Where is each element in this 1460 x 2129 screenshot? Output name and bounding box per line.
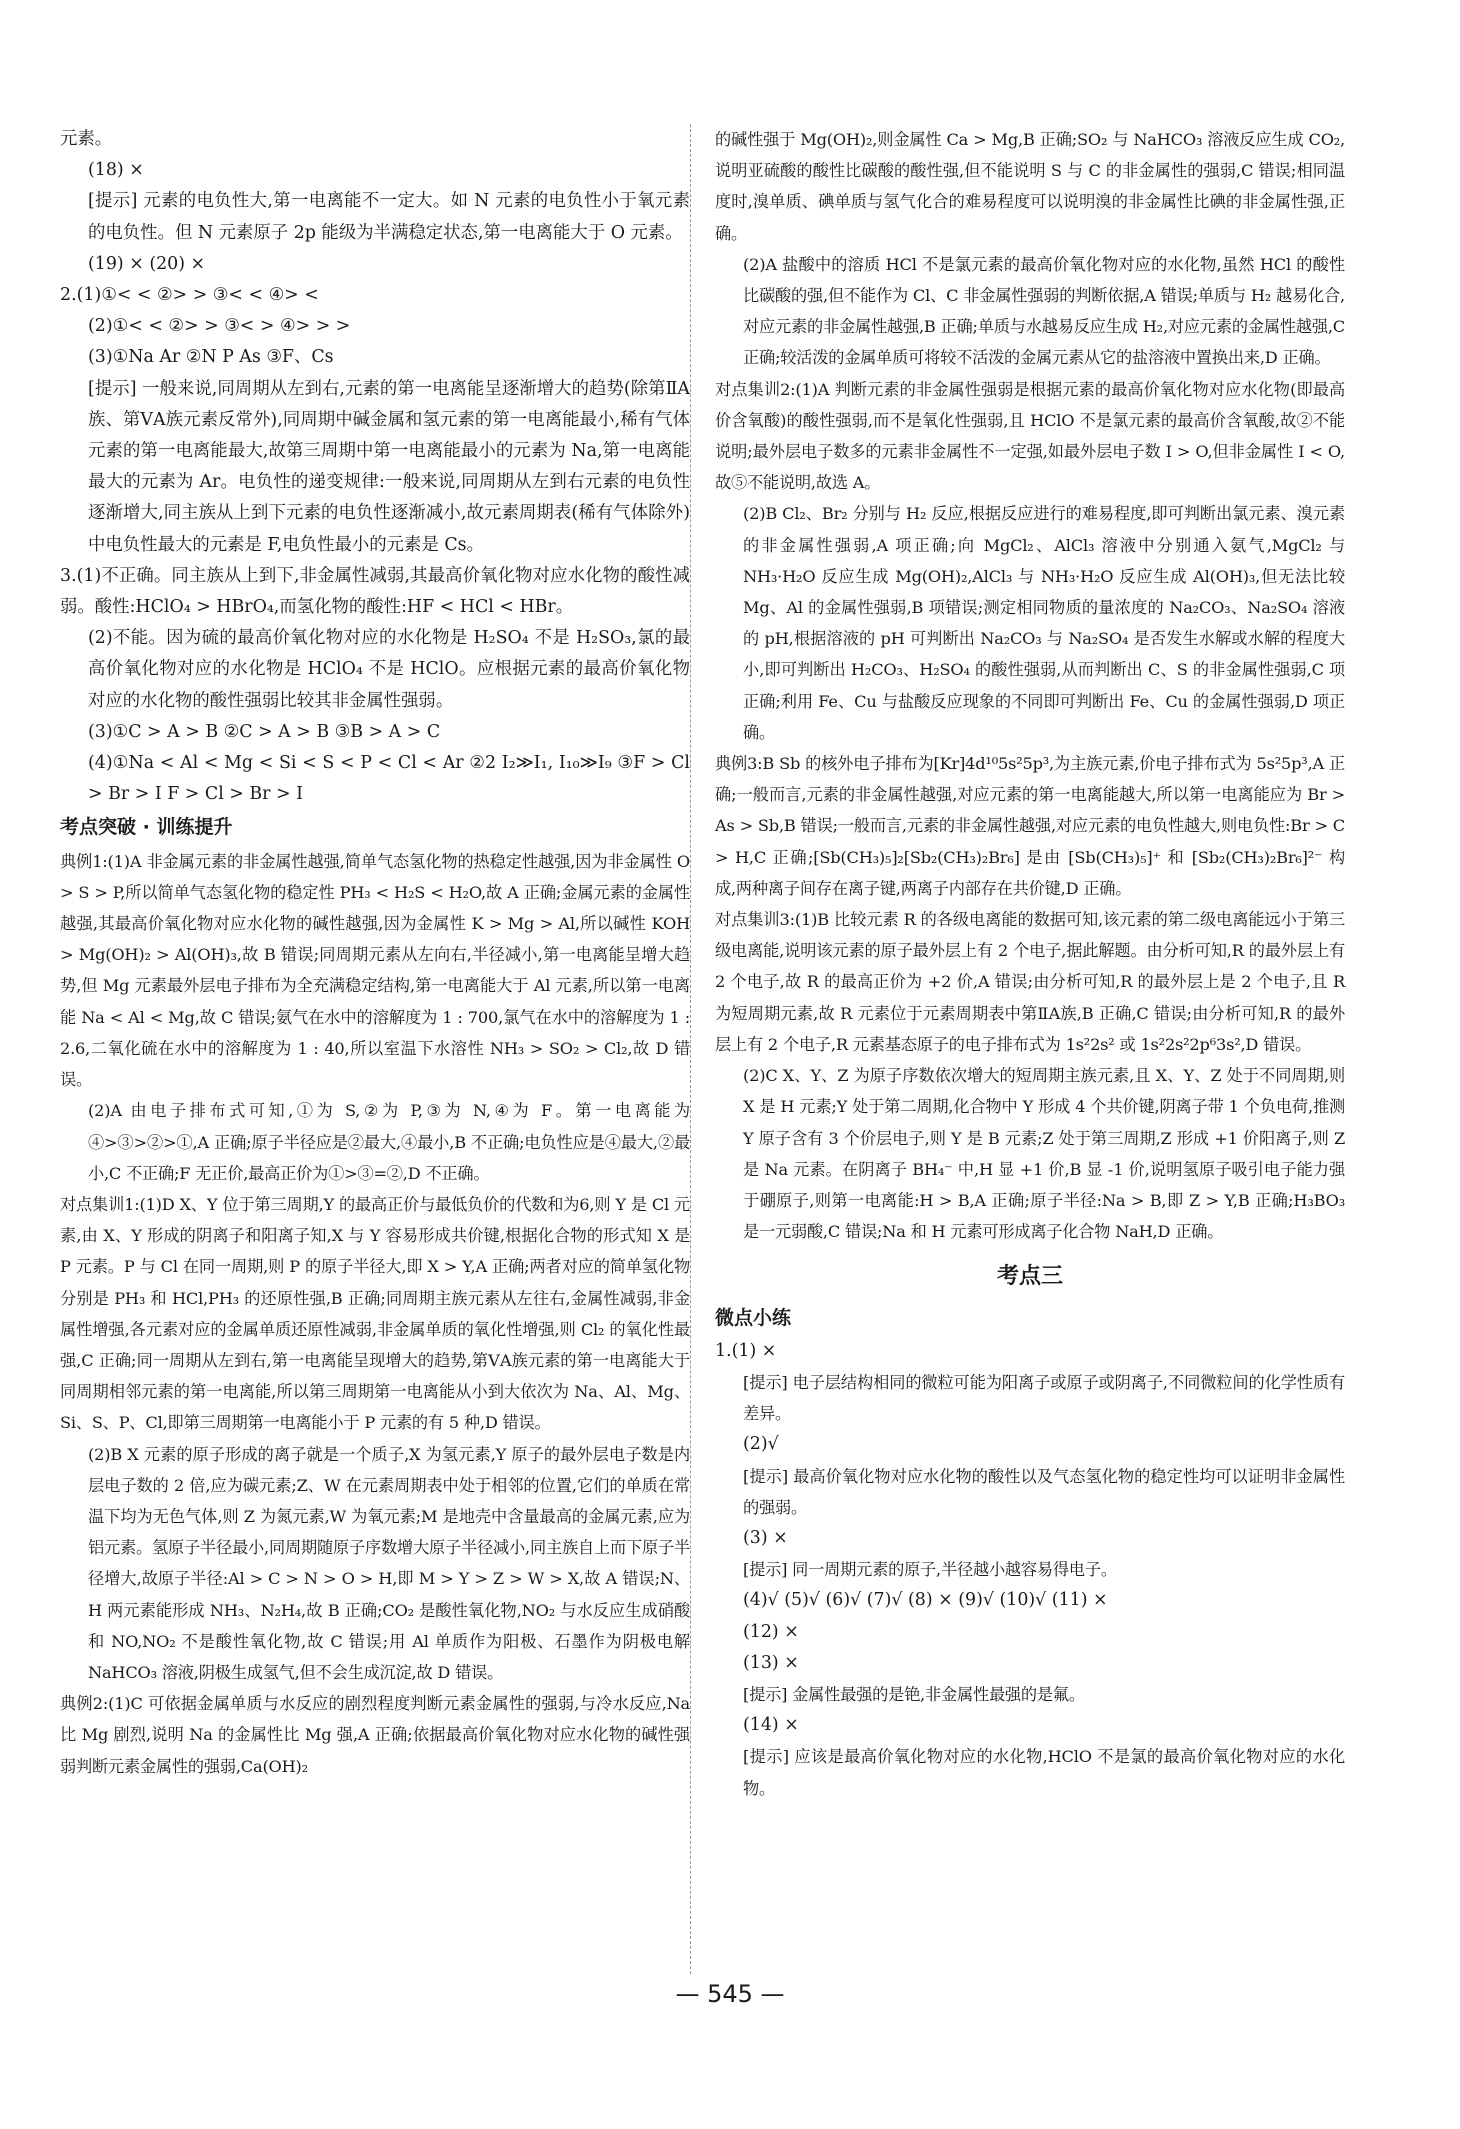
right-paragraph: (4)√ (5)√ (6)√ (7)√ (8) × (9)√ (10)√ (11) × [743, 1590, 1108, 1611]
right-paragraph: [提示] 电子层结构相同的微粒可能为阳离子或原子或阴离子,不同微粒间的化学性质有差异。 [743, 1372, 1345, 1424]
left-paragraph: (2)B X 元素的原子形成的离子就是一个质子,X 为氢元素,Y 原子的最外层电子数是内层电子数的 2 倍,应为碳元素;Z、W 在元素周期表中处于相邻的位置,它们的单质在常温下均为无色气体,则 Z 为氮元素,W 为氧元素;M 是地壳中含量最高的金属元素,应为铝元素。氢原子半径最小,同周期随原子序数增大原子半径减小,同主族自上而下原子半径增大,故原子半径:Al > C > N > O > H,即 M > Y > Z > W > X,故 A 错误;N、H 两元素能形成 NH₃、N₂H₄,故 B 正确;CO₂ 是酸性氧化物,NO₂ 与水反应生成硝酸和 NO,NO₂ 不是酸性氧化物,故 C 错误;用 Al 单质作为阳极、石墨作为阴极电解 NaHCO₃ 溶液,阴极生成氢气,但不会生成沉淀,故 D 错误。 [88, 1444, 690, 1682]
right-paragraph: 对点集训3:(1)B 比较元素 R 的各级电离能的数据可知,该元素的第二级电离能远小于第三级电离能,说明该元素的原子最外层上有 2 个电子,据此解题。由分析可知,R 的最外层上有 2 个电子,故 R 的最高正价为 +2 价,A 错误;由分析可知,R 的最外层上是 2 个电子,且 R 为短周期元素,故 R 元素位于元素周期表中第ⅡA族,B 正确,C 错误;由分析可知,R 的最外层上有 2 个电子,R 元素基态原子的电子排布式为 1s²2s² 或 1s²2s²2p⁶3s²,D 错误。 [715, 910, 1345, 1054]
left-paragraph: 3.(1)不正确。同主族从上到下,非金属性减弱,其最高价氧化物对应水化物的酸性减弱。酸性:HClO₄ > HBrO₄,而氢化物的酸性:HF < HCl < HBr。 [60, 565, 690, 618]
left-paragraph: 对点集训1:(1)D X、Y 位于第三周期,Y 的最高正价与最低负价的代数和为6,则 Y 是 Cl 元素,由 X、Y 形成的阴离子和阳离子知,X 与 Y 容易形成共价键,根据化合物的形式知 X 是 P 元素。P 与 Cl 在同一周期,则 P 的原子半径大,即 X > Y,A 正确;两者对应的简单氢化物分别是 PH₃ 和 HCl,PH₃ 的还原性强,B 正确;同周期主族元素从左往右,金属性减弱,非金属性增强,各元素对应的金属单质还原性减弱,非金属单质的氧化性增强,则 Cl₂ 的氧化性最强,C 正确;同一周期从左到右,第一电离能呈现增大的趋势,第ⅤA族元素的第一电离能大于同周期相邻元素的第一电离能,所以第三周期第一电离能从小到大依次为 Na、Al、Mg、Si、S、P、Cl,即第三周期第一电离能小于 P 元素的有 5 种,D 错误。 [60, 1194, 690, 1433]
left-paragraph: [提示] 元素的电负性大,第一电离能不一定大。如 N 元素的电负性小于氧元素的电负性。但 N 元素原子 2p 能级为半满稳定状态,第一电离能大于 O 元素。 [88, 191, 690, 243]
right-paragraph: 1.(1) × [715, 1340, 777, 1361]
left-paragraph: 典例1:(1)A 非金属元素的非金属性越强,简单气态氢化物的热稳定性越强,因为非金属性 O > S > P,所以简单气态氢化物的稳定性 PH₃ < H₂S < H₂O,故 A 正确;金属元素的金属性越强,其最高价氧化物对应水化物的碱性越强,因为金属性 K > Mg > Al,所以碱性 KOH > Mg(OH)₂ > Al(OH)₃,故 B 错误;同周期元素从左向右,半径减小,第一电离能呈增大趋势,但 Mg 元素最外层电子排布为全充满稳定结构,第一电离能大于 Al 元素,所以第一电离能 Na < Al < Mg,故 C 错误;氨气在水中的溶解度为 1 : 700,氯气在水中的溶解度为 1 : 2.6,二氧化硫在水中的溶解度为 1 : 40,所以室温下水溶性 NH₃ > SO₂ > Cl₂,故 D 错误。 [60, 851, 690, 1090]
right-paragraph: [提示] 同一周期元素的原子,半径越小越容易得电子。 [743, 1560, 1117, 1580]
left-paragraph: (3)①C > A > B ②C > A > B ③B > A > C [88, 721, 441, 742]
left-paragraph: 典例2:(1)C 可依据金属单质与水反应的剧烈程度判断元素金属性的强弱,与冷水反应,Na 比 Mg 剧烈,说明 Na 的金属性比 Mg 强,A 正确;依据最高价氧化物对应水化物的碱性强弱判断元素金属性的强弱,Ca(OH)₂ [60, 1694, 690, 1776]
right-paragraph: 典例3:B Sb 的核外电子排布为[Kr]4d¹⁰5s²5p³,为主族元素,价电子排布式为 5s²5p³,A 正确;一般而言,元素的非金属性越强,对应元素的第一电离能越大,所以第一电离能应为 Br > As > Sb,B 错误;一般而言,元素的非金属性越强,对应元素的电负性越大,则电负性:Br > C > H,C 正确;[Sb(CH₃)₅]₂[Sb₂(CH₃)₂Br₆] 是由 [Sb(CH₃)₅]⁺ 和 [Sb₂(CH₃)₂Br₆]²⁻ 构成,两种离子间存在离子键,两离子内部存在共价键,D 正确。 [715, 754, 1345, 898]
right-section-heading: 考点三 [996, 1264, 1063, 1290]
right-paragraph: 的碱性强于 Mg(OH)₂,则金属性 Ca > Mg,B 正确;SO₂ 与 NaHCO₃ 溶液反应生成 CO₂,说明亚硫酸的酸性比碳酸的酸性强,但不能说明 S 与 C 的非金属性的强弱,C 错误;相同温度时,溴单质、碘单质与氢气化合的难易程度可以说明溴的非金属性比碘的非金属性强,正确。 [715, 130, 1345, 243]
right-section-heading: 微点小练 [715, 1306, 792, 1329]
right-paragraph: (12) × [743, 1621, 799, 1642]
left-paragraph: (2)不能。因为硫的最高价氧化物对应的水化物是 H₂SO₄ 不是 H₂SO₃,氯的最高价氧化物对应的水化物是 HClO₄ 不是 HClO。应根据元素的最高价氧化物对应的水化物的酸性强弱比较其非金属性强弱。 [88, 628, 690, 711]
left-paragraph: (4)①Na < Al < Mg < Si < S < P < Cl < Ar ②2 I₂≫I₁, I₁₀≫I₉ ③F > Cl > Br > I F > Cl > Br > I [88, 753, 690, 805]
right-paragraph: (2)B Cl₂、Br₂ 分别与 H₂ 反应,根据反应进行的难易程度,即可判断出氯元素、溴元素的非金属性强弱,A 项正确;向 MgCl₂、AlCl₃ 溶液中分别通入氨气,MgCl₂ 与 NH₃·H₂O 反应生成 Mg(OH)₂,AlCl₃ 与 NH₃·H₂O 反应生成 Al(OH)₃,但无法比较 Mg、Al 的金属性强弱,B 项错误;测定相同物质的量浓度的 Na₂CO₃、Na₂SO₄ 溶液的 pH,根据溶液的 pH 可判断出 Na₂CO₃ 与 Na₂SO₄ 是否发生水解或水解的程度大小,即可判断出 H₂CO₃、H₂SO₄ 的酸性强弱,从而判断出 C、S 的非金属性强弱,C 项正确;利用 Fe、Cu 与盐酸反应现象的不同即可判断出 Fe、Cu 的金属性强弱,D 项正确。 [743, 504, 1345, 742]
left-paragraph: [提示] 一般来说,同周期从左到右,元素的第一电离能呈逐渐增大的趋势(除第ⅡA族、第ⅤA族元素反常外),同周期中碱金属和氢元素的第一电离能最小,稀有气体元素的第一电离能最大,故第三周期中第一电离能最小的元素为 Na,第一电离能最大的元素为 Ar。电负性的递变规律:一般来说,同周期从左到右元素的电负性逐渐增大,同主族从上到下元素的电负性逐渐减小,故元素周期表(稀有气体除外)中电负性最大的元素是 F,电负性最小的元素是 Cs。 [88, 378, 690, 555]
column-divider [690, 124, 691, 1974]
page-number: — 545 — [675, 1980, 785, 2008]
right-paragraph: (14) × [743, 1715, 799, 1736]
right-paragraph: (2)√ [743, 1434, 779, 1455]
right-paragraph: (3) × [743, 1527, 788, 1548]
left-paragraph: (2)A 由电子排布式可知,①为 S,②为 P,③为 N,④为 F。第一电离能为④>③>②>①,A 正确;原子半径应是②最大,④最小,B 不正确;电负性应是④最大,②最小,C 不正确;F 无正价,最高正价为①>③=②,D 不正确。 [88, 1101, 690, 1183]
left-paragraph: 元素。 [60, 129, 113, 149]
right-paragraph: [提示] 最高价氧化物对应水化物的酸性以及气态氢化物的稳定性均可以证明非金属性的强弱。 [743, 1466, 1345, 1517]
right-paragraph: (2)A 盐酸中的溶质 HCl 不是氯元素的最高价氧化物对应的水化物,虽然 HCl 的酸性比碳酸的强,但不能作为 Cl、C 非金属性强弱的判断依据,A 错误;单质与 H₂ 越易化合,对应元素的非金属性越强,B 正确;单质与水越易反应生成 H₂,对应元素的金属性越强,C 正确;较活泼的金属单质可将较不活泼的金属元素从它的盐溶液中置换出来,D 正确。 [743, 254, 1345, 368]
left-paragraph: (3)①Na Ar ②N P As ③F、Cs [88, 347, 334, 368]
right-paragraph: (2)C X、Y、Z 为原子序数依次增大的短周期主族元素,且 X、Y、Z 处于不同周期,则 X 是 H 元素;Y 处于第二周期,化合物中 Y 形成 4 个共价键,阴离子带 1 个负电荷,推测 Y 原子含有 3 个价层电子,则 Y 是 B 元素;Z 处于第三周期,Z 形成 +1 价阳离子,则 Z 是 Na 元素。在阴离子 BH₄⁻ 中,H 显 +1 价,B 显 -1 价,说明氢原子吸引电子能力强于硼原子,则第一电离能:H > B,A 正确;原子半径:Na > B,即 Z > Y,B 正确;H₃BO₃ 是一元弱酸,C 错误;Na 和 H 元素可形成离子化合物 NaH,D 正确。 [743, 1066, 1345, 1242]
left-paragraph: (18) × [88, 160, 144, 181]
right-paragraph: [提示] 应该是最高价氧化物对应的水化物,HClO 不是氯的最高价氧化物对应的水化物。 [743, 1747, 1345, 1798]
left-paragraph: 2.(1)①< < ②> > ③< < ④> < [60, 285, 319, 306]
right-column [715, 124, 1345, 1804]
left-section-heading: 考点突破 · 训练提升 [60, 816, 233, 839]
right-paragraph: 对点集训2:(1)A 判断元素的非金属性强弱是根据元素的最高价氧化物对应水化物(即最高价含氧酸)的酸性强弱,而不是氧化性强弱,且 HClO 不是氯元素的最高价含氧酸,故②不能说明;最外层电子数多的元素非金属性不一定强,如最外层电子数 I > O,但非金属性 I < O,故⑤不能说明,故选 A。 [715, 379, 1345, 493]
left-column [60, 124, 690, 1782]
right-paragraph: (13) × [743, 1652, 799, 1673]
left-paragraph: (19) × (20) × [88, 253, 206, 274]
right-paragraph: [提示] 金属性最强的是铯,非金属性最强的是氟。 [743, 1684, 1085, 1704]
left-paragraph: (2)①< < ②> > ③< > ④> > > [88, 316, 351, 337]
